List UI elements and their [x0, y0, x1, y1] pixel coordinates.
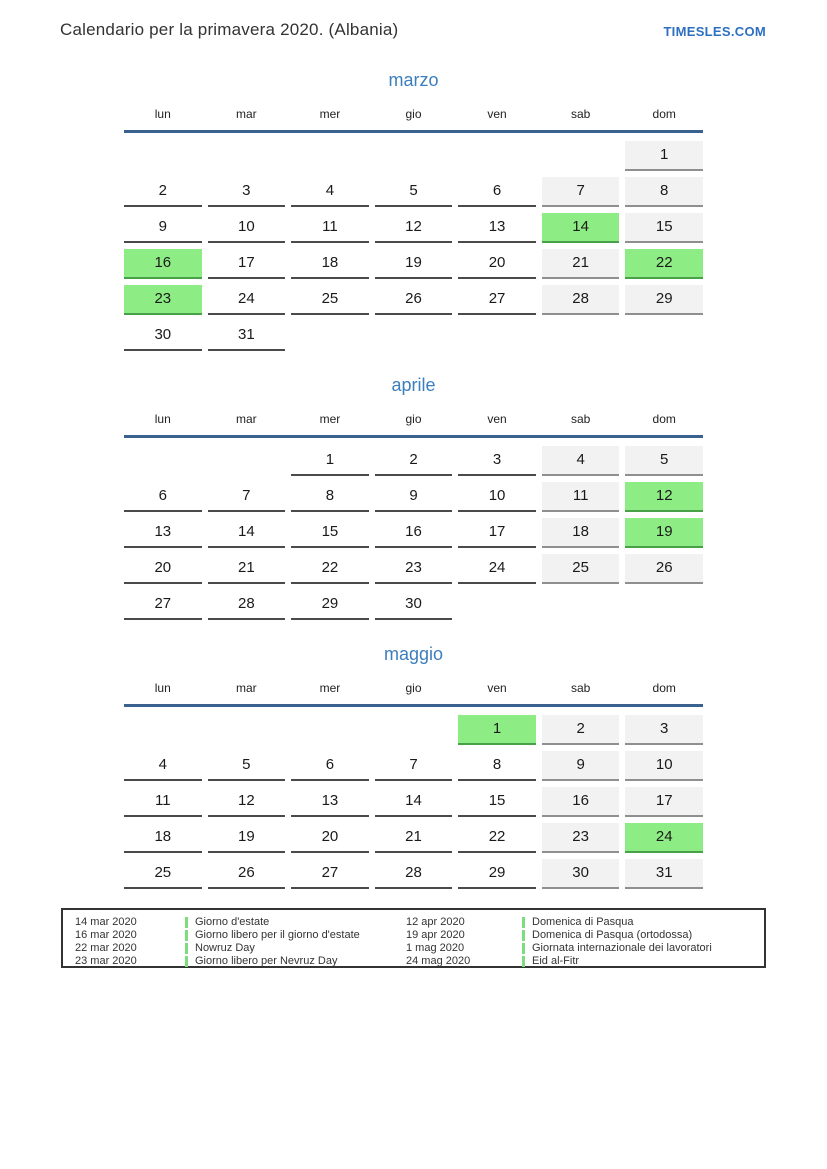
empty-cell: [124, 446, 202, 476]
legend-label: [522, 929, 760, 941]
empty-cell: [542, 590, 620, 620]
day-cell: 22: [458, 823, 536, 853]
day-cell: 31: [208, 321, 286, 351]
weekday-header: [124, 681, 703, 707]
day-cell: 28: [542, 285, 620, 315]
legend-date: 24 mag 2020: [406, 955, 471, 967]
day-cell: 29: [625, 285, 703, 315]
legend-date: 22 mar 2020: [75, 942, 137, 954]
day-cell: 15: [291, 518, 369, 548]
day-cell: 4: [542, 446, 620, 476]
weekday-label: mar: [236, 107, 257, 121]
empty-cell: [208, 715, 286, 745]
holiday-marker-icon: [522, 930, 525, 941]
day-cell: 19: [625, 518, 703, 548]
day-cell: 6: [458, 177, 536, 207]
legend-label: [185, 929, 406, 941]
day-cell: 21: [542, 249, 620, 279]
weekday-label: lun: [154, 412, 171, 426]
weekday-label: dom: [652, 412, 676, 426]
day-cell: 9: [124, 213, 202, 243]
day-cell: 7: [208, 482, 286, 512]
day-cell: 17: [458, 518, 536, 548]
weekday-label: lun: [154, 107, 171, 121]
day-cell: 7: [542, 177, 620, 207]
day-cell: 15: [625, 213, 703, 243]
month-title: marzo: [388, 70, 439, 90]
day-cell: 3: [625, 715, 703, 745]
holiday-marker-icon: [522, 956, 525, 967]
legend-date: 23 mar 2020: [75, 955, 137, 967]
day-cell: 17: [208, 249, 286, 279]
legend-label: [522, 916, 760, 928]
day-cell: 25: [291, 285, 369, 315]
empty-cell: [375, 141, 453, 171]
brand-link[interactable]: TIMESLES.COM: [663, 24, 766, 39]
empty-cell: [458, 141, 536, 171]
day-cell: 7: [375, 751, 453, 781]
legend-label-text: Nowruz Day: [195, 942, 255, 954]
holiday-marker-icon: [185, 930, 188, 941]
weekday-label: mer: [319, 107, 341, 121]
empty-cell: [124, 715, 202, 745]
day-cell: 20: [458, 249, 536, 279]
months-container: [124, 70, 703, 913]
day-cell: 14: [542, 213, 620, 243]
day-cell: 15: [458, 787, 536, 817]
day-cell: 14: [208, 518, 286, 548]
weekday-label: ven: [487, 412, 507, 426]
day-cell: 29: [458, 859, 536, 889]
day-cell: 19: [375, 249, 453, 279]
day-cell: 1: [625, 141, 703, 171]
day-cell: 23: [542, 823, 620, 853]
day-cell: 13: [291, 787, 369, 817]
legend-label-text: Domenica di Pasqua (ortodossa): [532, 929, 693, 941]
empty-cell: [208, 446, 286, 476]
day-cell: 11: [124, 787, 202, 817]
legend-label-text: Giorno libero per il giorno d'estate: [195, 929, 360, 941]
day-cell: 13: [124, 518, 202, 548]
holiday-marker-icon: [522, 917, 525, 928]
day-cell: 26: [208, 859, 286, 889]
day-cell: 8: [291, 482, 369, 512]
day-cell: 27: [458, 285, 536, 315]
empty-cell: [625, 321, 703, 351]
day-cell: 24: [625, 823, 703, 853]
day-cell: 10: [208, 213, 286, 243]
day-cell: 25: [124, 859, 202, 889]
day-cell: 5: [208, 751, 286, 781]
legend-date: 16 mar 2020: [75, 929, 137, 941]
month-aprile: [124, 375, 703, 620]
legend-label: [185, 916, 406, 928]
day-cell: 4: [124, 751, 202, 781]
weekday-label: sab: [570, 107, 591, 121]
empty-cell: [625, 590, 703, 620]
day-cell: 18: [542, 518, 620, 548]
day-cell: 30: [542, 859, 620, 889]
day-cell: 30: [124, 321, 202, 351]
empty-cell: [291, 141, 369, 171]
day-cell: 2: [542, 715, 620, 745]
empty-cell: [375, 321, 453, 351]
day-cell: 10: [625, 751, 703, 781]
day-cell: 5: [625, 446, 703, 476]
day-cell: 8: [458, 751, 536, 781]
day-cell: 27: [124, 590, 202, 620]
legend-label-text: Giorno d'estate: [195, 916, 270, 928]
legend-date: 19 apr 2020: [406, 929, 465, 941]
day-cell: 22: [291, 554, 369, 584]
month-grid: [124, 141, 703, 351]
day-cell: 19: [208, 823, 286, 853]
month-title: maggio: [383, 644, 444, 664]
month-grid: [124, 715, 703, 889]
holiday-marker-icon: [185, 956, 188, 967]
day-cell: 27: [291, 859, 369, 889]
day-cell: 20: [124, 554, 202, 584]
day-cell: 31: [625, 859, 703, 889]
empty-cell: [124, 141, 202, 171]
empty-cell: [458, 321, 536, 351]
day-cell: 18: [124, 823, 202, 853]
weekday-header: [124, 412, 703, 438]
day-cell: 1: [291, 446, 369, 476]
day-cell: 23: [375, 554, 453, 584]
day-cell: 11: [291, 213, 369, 243]
month-maggio: [124, 644, 703, 889]
weekday-label: ven: [487, 107, 507, 121]
weekday-label: mer: [319, 412, 341, 426]
day-cell: 23: [124, 285, 202, 315]
weekday-label: dom: [652, 681, 676, 695]
empty-cell: [375, 715, 453, 745]
day-cell: 16: [375, 518, 453, 548]
weekday-label: dom: [652, 107, 676, 121]
holiday-marker-icon: [185, 943, 188, 954]
day-cell: 6: [124, 482, 202, 512]
day-cell: 5: [375, 177, 453, 207]
legend-label: [522, 942, 760, 954]
month-grid: [124, 446, 703, 620]
day-cell: 4: [291, 177, 369, 207]
day-cell: 12: [375, 213, 453, 243]
weekday-label: gio: [405, 412, 422, 426]
day-cell: 21: [208, 554, 286, 584]
weekday-label: lun: [154, 681, 171, 695]
weekday-label: mer: [319, 681, 341, 695]
day-cell: 28: [375, 859, 453, 889]
empty-cell: [542, 321, 620, 351]
day-cell: 2: [124, 177, 202, 207]
legend-label-text: Giornata internazionale dei lavoratori: [532, 942, 712, 954]
day-cell: 3: [208, 177, 286, 207]
legend-label: [185, 955, 406, 967]
legend-label-text: Giorno libero per Nevruz Day: [195, 955, 338, 967]
day-cell: 2: [375, 446, 453, 476]
day-cell: 20: [291, 823, 369, 853]
legend-date: 12 apr 2020: [406, 916, 465, 928]
day-cell: 21: [375, 823, 453, 853]
day-cell: 18: [291, 249, 369, 279]
weekday-label: sab: [570, 681, 591, 695]
day-cell: 10: [458, 482, 536, 512]
weekday-label: mar: [236, 412, 257, 426]
legend-date: 14 mar 2020: [75, 916, 137, 928]
day-cell: 28: [208, 590, 286, 620]
page-title: Calendario per la primavera 2020. (Albania): [60, 20, 399, 39]
day-cell: 3: [458, 446, 536, 476]
day-cell: 24: [208, 285, 286, 315]
day-cell: 14: [375, 787, 453, 817]
day-cell: 22: [625, 249, 703, 279]
day-cell: 13: [458, 213, 536, 243]
legend-label-text: Domenica di Pasqua: [532, 916, 634, 928]
day-cell: 8: [625, 177, 703, 207]
empty-cell: [542, 141, 620, 171]
day-cell: 17: [625, 787, 703, 817]
month-marzo: [124, 70, 703, 351]
legend-label: [185, 942, 406, 954]
legend-date: 1 mag 2020: [406, 942, 465, 954]
day-cell: 16: [542, 787, 620, 817]
day-cell: 6: [291, 751, 369, 781]
weekday-label: sab: [570, 412, 591, 426]
day-cell: 9: [375, 482, 453, 512]
day-cell: 12: [208, 787, 286, 817]
empty-cell: [291, 321, 369, 351]
day-cell: 24: [458, 554, 536, 584]
day-cell: 26: [625, 554, 703, 584]
weekday-label: gio: [405, 681, 422, 695]
day-cell: 30: [375, 590, 453, 620]
day-cell: 12: [625, 482, 703, 512]
legend-label-text: Eid al-Fitr: [532, 955, 580, 967]
day-cell: 9: [542, 751, 620, 781]
empty-cell: [208, 141, 286, 171]
month-title: aprile: [391, 375, 436, 395]
empty-cell: [291, 715, 369, 745]
weekday-label: mar: [236, 681, 257, 695]
empty-cell: [458, 590, 536, 620]
legend-label: [522, 955, 760, 967]
holiday-legend: [61, 908, 766, 968]
day-cell: 29: [291, 590, 369, 620]
holiday-marker-icon: [522, 943, 525, 954]
day-cell: 25: [542, 554, 620, 584]
weekday-label: ven: [487, 681, 507, 695]
day-cell: 26: [375, 285, 453, 315]
holiday-marker-icon: [185, 917, 188, 928]
day-cell: 1: [458, 715, 536, 745]
day-cell: 16: [124, 249, 202, 279]
weekday-label: gio: [405, 107, 422, 121]
day-cell: 11: [542, 482, 620, 512]
weekday-header: [124, 107, 703, 133]
